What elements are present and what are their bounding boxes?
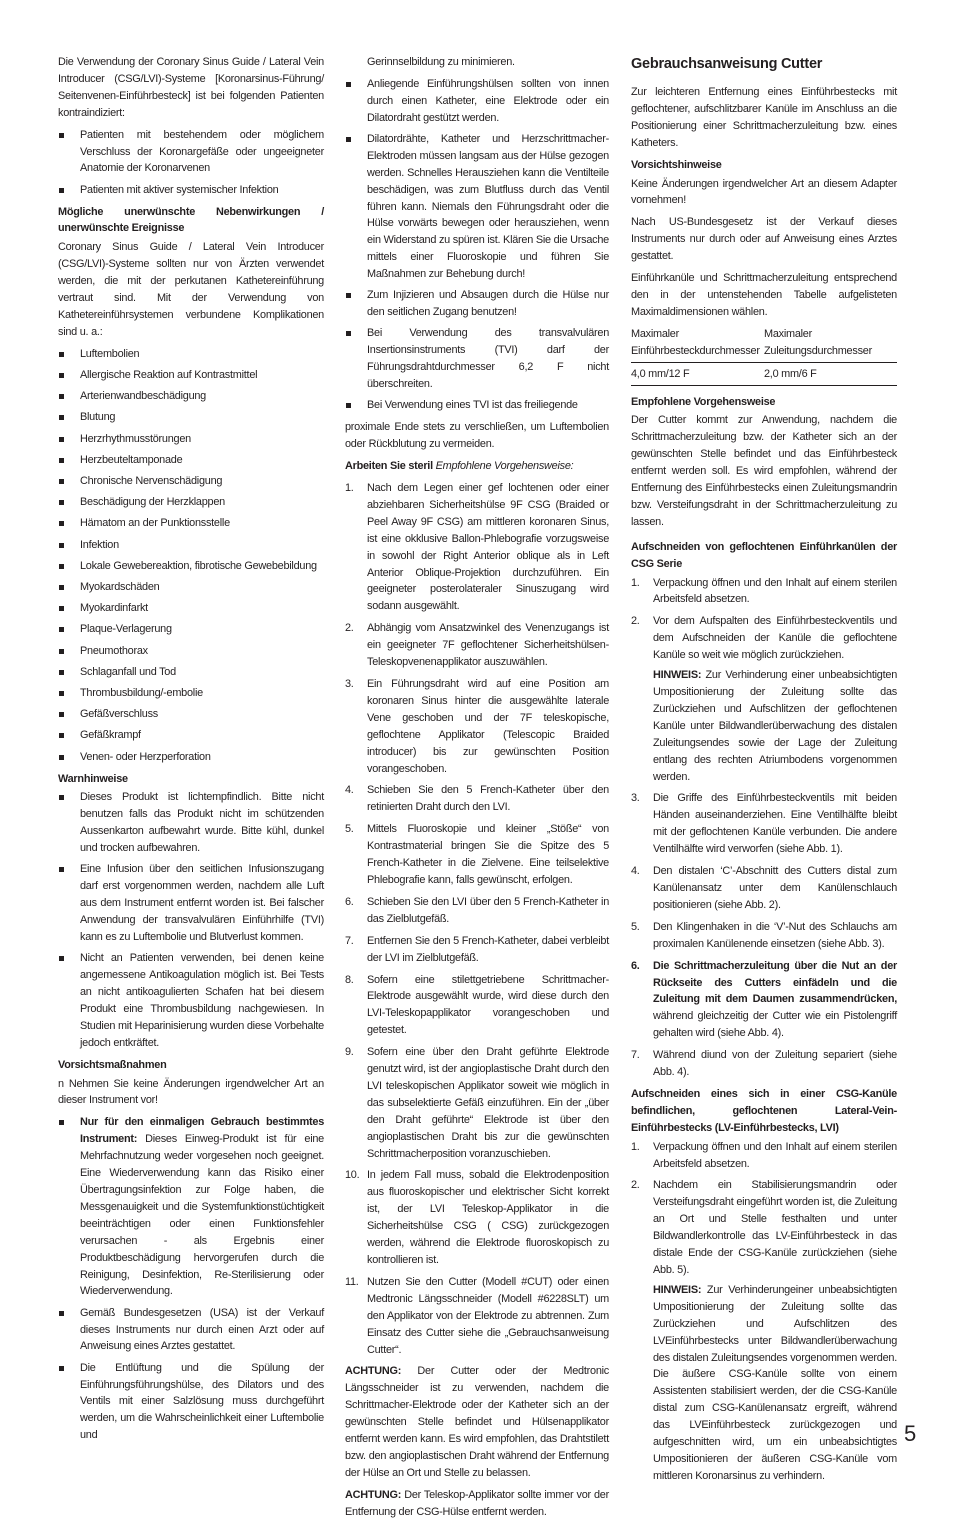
lvi-heading: Aufschneiden eines sich in einer CSG-Kanüle befindlichen, geflochtenen Lateral-Vein-Einführbestecks (LV-Einführbestecks, LVI) bbox=[631, 1087, 897, 1134]
step-text: Entfernen Sie den 5 French-Katheter, dabei verbleibt der LVI im Zielblutgefäß. bbox=[367, 934, 609, 964]
list-item: Dilatordrähte, Katheter und Herzschrittmacher-Elektroden müssen langsam aus der Hülse gezogen werden. Schnelles Herausziehen kann die Ventilteile beschädigen, was zum Blutfluss durch das Ventil führen kann. Niemals den Führungsdraht oder die Hülse vorwärts bewegen oder herausziehen, wenn ein Widerstand zu spüren ist. Klären Sie die Ursache mittels einer Fluoroskopie und führen Sie Maßnahmen zur Behebung durch! bbox=[345, 131, 609, 283]
list-item: Dieses Produkt ist lichtempfindlich. Bitte nicht benutzen falls das Produkt nicht im schützenden Aussenkarton aufbewahrt wurde. Bitte kühl, dunkel und trocken aufbewahren. bbox=[58, 789, 324, 857]
side-effects-intro: Coronary Sinus Guide / Lateral Vein Introducer (CSG/LVI)-Systeme sollten nur von Ärzten verwendet werden, die mit der perkutanen Kathetereinführung vertraut sind. Mit der Verwendung von Kathetereinführsystemen verbundene Komplikationen sind u. a.: bbox=[58, 241, 324, 338]
step-text: Die Griffe des Einführbesteckventils mit beiden Händen auseinanderziehen. Eine Ventilhälfte bleibt mit der geflochtenen Kanüle verbunden. Die andere Ventilhälfte wird verworfen (siehe Abb. 1). bbox=[653, 792, 897, 856]
procedure-step: 2. Vor dem Aufspalten des Einführbesteckventils und dem Aufschneiden der Kanüle die geflochtene Kanüle so weit wie möglich zurückziehen. HINWEIS: Zur Verhinderung einer unbeabsichtigten Umpositionierung der Zuleitung sollte das Zurückziehen und Aufschlitzen der geflochtenen Kanüle unter Bildwandlerüberwachung des distalen Zuleitungsendes sowie der Lage der Zuleitung entlang des rechten Atriumbodens vorgenommen werden. bbox=[631, 613, 897, 785]
table-cell: 2,0 mm/6 F bbox=[764, 362, 897, 385]
procedure-step: 1. Nach dem Legen einer gef lochtenen oder einer abziehbaren Sicherheitshülse 9F CSG (Braided or Peel Away 9F CSG) am mittleren koronaren Sinus, ist eine okklusive Ballon-Phlebografie vorzugsweise in sowohl der Right Anterior oblique als in Left Anterior Oblique-Projektion durchzuführen. Ein geeigneter posterolateraler Sinuszugang wird sodann ausgewählt. bbox=[345, 482, 609, 613]
list-item: Eine Infusion über den seitlichen Infusionszugang darf erst vorgenommen werden, nachdem alle Luft aus dem Instrument entfernt worden ist. Bei falscher Anwendung der transvalvulären Einführhilfe (TVI) kann es zu Luftembolie und Blutverlust kommen. bbox=[58, 861, 324, 946]
list-item: Gefäßverschluss bbox=[58, 706, 324, 723]
sterile-label: Arbeiten Sie steril bbox=[345, 460, 433, 473]
list-item: Patienten mit bestehendem oder möglichem Verschluss der Koronargefäße oder ungeeigneter Anatomie der Koronarvenen bbox=[58, 127, 324, 178]
note-label: HINWEIS: bbox=[653, 669, 702, 682]
step-text-bold: Die Schrittmacherzuleitung über die Nut an der Rückseite des Cutters einfädeln und die Zuleitung mit dem Daumen zusammendrücken, bbox=[653, 959, 897, 1006]
list-item: Die Entlüftung und die Spülung der Einführungsführungshülse, des Dilators und des Ventils mit einer Salzlösung muss durchgeführt werden, um die Wahrscheinlichkeit einer Luftembolie und bbox=[58, 1360, 324, 1445]
note-text: Zur Verhinderungeiner unbeabsichtigten Umpositionierung der Zuleitung sollte das Zurückziehen und Aufschlitzen des LVEinführbestecks unter Bildwandlerüberwachung des distalen Zuleitungsendes vorgenommen werden. Die äußere CSG-Kanüle sollte von einem Assistenten stabilisiert werden, der die CSG-Kanüle distal zum CSG-Kanülenansatz ergreift, während das LVEinführbesteck zurückgezogen und aufgeschnitten wird, um ein unbeabsichtigtes Umpositionieren der äußeren CSG-Kanüle vom mittleren Koronarsinus zu verhindern. bbox=[653, 1283, 897, 1482]
contraindication-intro: Die Verwendung der Coronary Sinus Guide / Lateral Vein Introducer (CSG/LVI)-Systeme [Koronarsinus-Führung/ Seitenvenen-Einführbesteck] ist bei folgenden Patienten kontraindiziert: bbox=[58, 56, 324, 119]
step-text: Nachdem ein Stabilisierungsmandrin oder Versteifungsdraht eingeführt worden ist, die Zuleitung an Ort und Stelle festhalten und unter Bildwandlerkontrolle das LV-Einführbesteck in das distale Ende der CSG-Kanüle zurückziehen (siehe Abb. 5). bbox=[653, 1179, 897, 1276]
side-effects-heading: Mögliche unerwünschte Nebenwirkungen / unerwünschte Ereignisse bbox=[58, 205, 324, 235]
list-item: Infektion bbox=[58, 537, 324, 554]
warnings-heading: Warnhinweise bbox=[58, 772, 128, 785]
section-title: Gebrauchsanweisung Cutter bbox=[631, 56, 823, 72]
list-item: Luftembolien bbox=[58, 346, 324, 363]
contraindication-list bbox=[58, 127, 324, 199]
list-item: Herzbeuteltamponade bbox=[58, 452, 324, 469]
procedure-step: 11. Nutzen Sie den Cutter (Modell #CUT) oder einen Medtronic Längsschneider (Modell #6228SLT) um den Applikator von der Elektrode zu abtrennen. Zum Einsatz des Cutter siehe die „Gebrauchsanweisung Cutter“. bbox=[345, 1275, 609, 1356]
list-item: Lokale Gewebereaktion, fibrotische Gewebebildung bbox=[58, 558, 324, 575]
list-item: Pneumothorax bbox=[58, 643, 324, 660]
list-item: Gefäßkrampf bbox=[58, 727, 324, 744]
step-text: Schieben Sie den 5 French-Katheter über den retinierten Draht durch den LVI. bbox=[367, 784, 609, 814]
step-text: Verpackung öffnen und den Inhalt auf einem sterilen Arbeitsfeld absetzen. bbox=[653, 576, 897, 606]
list-item: Arterienwandbeschädigung bbox=[58, 388, 324, 405]
list-item: Plaque-Verlagerung bbox=[58, 621, 324, 638]
header-line: Einführbesteckdurchmesser bbox=[631, 344, 760, 357]
list-item: Anliegende Einführungshülsen sollten von innen durch einen Katheter, eine Elektrode oder ein Dilatordraht gestützt werden. bbox=[345, 76, 609, 127]
precautions-list bbox=[58, 1114, 324, 1444]
list-item: Hämatom an der Punktionsstelle bbox=[58, 515, 324, 532]
procedure-step: 8. Sofern eine stilettgetriebene Schrittmacher- Elektrode ausgewählt wurde, wird diese durch den LVI-Teleskopapplikator vorangeschoben und getestet. bbox=[345, 973, 609, 1037]
precaution-notes-heading: Vorsichtshinweise bbox=[631, 158, 722, 171]
header-line: Maximaler bbox=[764, 327, 812, 340]
csg-steps bbox=[631, 575, 897, 1081]
proximal-end-paragraph: proximale Ende stets zu verschließen, um Luftembolien oder Rückblutung zu vermeiden. bbox=[345, 421, 609, 451]
procedure-step: 2. Nachdem ein Stabilisierungsmandrin oder Versteifungsdraht eingeführt worden ist, die Zuleitung an Ort und Stelle festhalten und unter Bildwandlerkontrolle das LV-Einführbesteck in das distale Ende der CSG-Kanüle zurückziehen (siehe Abb. 5). HINWEIS: Zur Verhinderungeiner unbeabsichtigten Umpositionierung der Zuleitung sollte das Zurückziehen und Aufschlitzen des LVEinführbestecks unter Bildwandlerüberwachung des distalen Zuleitungsendes vorgenommen werden. Die äußere CSG-Kanüle sollte von einem Assistenten stabilisiert werden, der die CSG-Kanüle distal zum CSG-Kanülenansatz ergreift, während das LVEinführbesteck zurückgezogen und aufgeschnitten wird, um ein unbeabsichtigtes Umpositionieren der äußeren CSG-Kanüle vom mittleren Koronarsinus zu verhindern. bbox=[631, 1177, 897, 1484]
table-header-cell bbox=[631, 326, 764, 362]
lvi-steps bbox=[631, 1139, 897, 1485]
list-item: Bei Verwendung eines TVI ist das freiliegende bbox=[345, 397, 609, 414]
list-item: Myokardschäden bbox=[58, 579, 324, 596]
list-item: Venen- oder Herzperforation bbox=[58, 749, 324, 766]
csg-heading: Aufschneiden von geflochtenen Einführkanülen der CSG Serie bbox=[631, 540, 897, 570]
procedure-step: 10. In jedem Fall muss, sobald die Elektrodenposition aus fluoroskopischer und elektrischer Sicht korrekt ist, der LVI Teleskop-Applikator in die Sicherheitshülse CSG ( CSG) zurückgezogen werden, während die Elektrode fluoroskopisch zu kontrollieren ist. bbox=[345, 1169, 609, 1266]
procedure-step: 6. Die Schrittmacherzuleitung über die Nut an der Rückseite des Cutters einfädeln und die Zuleitung mit dem Daumen zusammendrücken, während gleichzeitig der Cutter wie ein Pistolengriff gehalten wird (siehe Abb. 4). bbox=[631, 959, 897, 1040]
step-text: Ein Führungsdraht wird auf eine Position am koronaren Sinus hinter die ausgewählte laterale Vene geschoben und der 7F teleskopische, geflochtene Applikator (Telescopic Braided introducer) bis zur gewünschten Position vorangeschoben. bbox=[367, 678, 609, 775]
table-row bbox=[631, 362, 897, 385]
procedure-step: 7. Entfernen Sie den 5 French-Katheter, dabei verbleibt der LVI im Zielblutgefäß. bbox=[345, 934, 609, 964]
max-dimensions-table bbox=[631, 326, 897, 386]
step-text: Sofern eine über den Draht geführte Elektrode genutzt wird, ist der angioplastische Draht durch den LVI teleskopischen Applikator soweit wie möglich in das subselektierte Gefäß einzuführen. Ein der „über den Draht geführte“ Elektrode ist über den angioplastischen Draht bis zur die gewünschten Schrittmacherposition voranzuschieben. bbox=[367, 1046, 609, 1160]
procedure-step: 4. Schieben Sie den 5 French-Katheter über den retinierten Draht durch den LVI. bbox=[345, 784, 609, 814]
step-text: Nach dem Legen einer gef lochtenen oder einer abziehbaren Sicherheitshülse 9F CSG (Braided or Peel Away 9F CSG) am mittleren koronaren Sinus, ist eine okklusive Ballon-Phlebografie vorzugsweise in sowohl der Right Anterior oblique als in Left Anterior Oblique-Projektion durchzuführen. Ein geeigneter posterolateraler Sinuszugang wird sodann ausgewählt. bbox=[367, 482, 609, 613]
sterile-heading bbox=[345, 458, 609, 475]
precautions-intro: n Nehmen Sie keine Änderungen irgendwelcher Art an dieser Instrument vor! bbox=[58, 1077, 324, 1107]
warnings-list bbox=[58, 789, 324, 1051]
step-text: Verpackung öffnen und den Inhalt auf einem sterilen Arbeitsfeld absetzen. bbox=[653, 1140, 897, 1170]
step-text: Schieben Sie den LVI über den 5 French-Katheter in das Zielblutgefäß. bbox=[367, 895, 609, 925]
procedure-step: 9. Sofern eine über den Draht geführte Elektrode genutzt wird, ist der angioplastische Draht durch den LVI teleskopischen Applikator soweit wie möglich in das subselektierte Gefäß einzuführen. Ein der „über den Draht geführte“ Elektrode ist über den angioplastischen Draht bis zur die gewünschten Schrittmacherposition voranzuschieben. bbox=[345, 1046, 609, 1160]
list-item: Allergische Reaktion auf Kontrastmittel bbox=[58, 367, 324, 384]
list-item: Chronische Nervenschädigung bbox=[58, 473, 324, 490]
list-item bbox=[58, 1114, 324, 1300]
side-effects-list bbox=[58, 346, 324, 766]
procedure-step: 7. Während diund von der Zuleitung separiert (siehe Abb. 4). bbox=[631, 1049, 897, 1079]
procedure-step: 2. Abhängig vom Ansatzwinkel des Venenzugangs ist ein geeigneter 7F geflochtener Sicherheitshülsen-Teleskopvenenapplikator auszuwählen. bbox=[345, 622, 609, 669]
procedure-step: 4. Den distalen ‘C’-Abschnitt des Cutters distal zum Kanülenansatz unter dem Kanülenschlauch positionieren (siehe Abb. 2). bbox=[631, 865, 897, 911]
recommended-procedure-text: Der Cutter kommt zur Anwendung, nachdem die Schrittmacherzuleitung bzw. der Katheter sich an der gewünschten Stelle befindet und das Einführbesteck entfernt werden soll. Es wird empfohlen, während der Entfernung des Einführbestecks einen Zuleitungsmandrin bzw. Versteifungsdraht in der Schrittmacherzuleitung zu lassen. bbox=[631, 414, 897, 528]
note-label: HINWEIS: bbox=[653, 1283, 702, 1296]
step-text: Während diund von der Zuleitung separiert (siehe Abb. 4). bbox=[653, 1049, 897, 1079]
caution-label: ACHTUNG: bbox=[345, 1488, 402, 1501]
precaution-note: Keine Änderungen irgendwelcher Art an diesem Adapter vornehmen! bbox=[631, 177, 897, 207]
procedure-step: 3. Die Griffe des Einführbesteckventils mit beiden Händen auseinanderziehen. Eine Ventilhälfte bleibt mit der geflochtenen Kanüle verbunden. Die andere Ventilhälfte wird verworfen (siehe Abb. 1). bbox=[631, 792, 897, 856]
note-paragraph bbox=[653, 667, 897, 785]
list-item: Blutung bbox=[58, 409, 324, 426]
single-use-text: Dieses Einweg-Produkt ist für eine Mehrfachnutzung weder vorgesehen noch geeignet. Eine Wiederverwendung kann das Risiko einer Übertragungsinfektion zur Folge haben, die Messgenauigkeit und die Systemfunktionstüchtigkeit beeinträchtigen oder einen Funktionsfehler verursachen - als Ergebnis einer Produktbeschädigung hervorgerufen durch die Reinigung, Desinfektion, Re-Sterilisierung oder Wiederverwendung. bbox=[80, 1133, 324, 1298]
step-text: Abhängig vom Ansatzwinkel des Venenzugangs ist ein geeigneter 7F geflochtener Sicherheitshülsen-Teleskopvenenapplikator auszuwählen. bbox=[367, 622, 609, 669]
step-text: In jedem Fall muss, sobald die Elektrodenposition aus fluoroskopischer und elektrischer Sicht korrekt ist, der LVI Teleskop-Applikator in die Sicherheitshülse CSG ( CSG) zurückgezogen werden, während die Elektrode fluoroskopisch zu kontrollieren ist. bbox=[367, 1169, 609, 1266]
caution-label: ACHTUNG: bbox=[345, 1365, 402, 1378]
list-item: Bei Verwendung des transvalvulären Insertionsinstruments (TVI) darf der Führungsdrahtdurchmesser 6,2 F nicht überschreiten. bbox=[345, 325, 609, 393]
procedure-step: 3. Ein Führungsdraht wird auf eine Position am koronaren Sinus hinter die ausgewählte laterale Vene geschoben und der 7F teleskopische, geflochtene Applikator (Telescopic Braided introducer) bis zur gewünschten Position vorangeschoben. bbox=[345, 678, 609, 775]
list-item: Herzrhythmusstörungen bbox=[58, 431, 324, 448]
list-item: Zum Injizieren und Absaugen durch die Hülse nur den seitlichen Zugang benutzen! bbox=[345, 287, 609, 321]
list-item: Patienten mit aktiver systemischer Infektion bbox=[58, 182, 324, 199]
note-paragraph bbox=[653, 1282, 897, 1485]
step-text: Vor dem Aufspalten des Einführbesteckventils und dem Aufschneiden der Kanüle die geflochtene Kanüle so weit wie möglich zurückziehen. bbox=[653, 615, 897, 662]
step-text: Nutzen Sie den Cutter (Modell #CUT) oder einen Medtronic Längsschneider (Modell #6228SLT) um den Applikator von der Elektrode zu abtrennen. Zum Einsatz des Cutter siehe die „Gebrauchsanweisung Cutter“. bbox=[367, 1275, 609, 1356]
procedure-step: 5. Mittels Fluoroskopie und kleiner „Stöße“ von Kontrastmaterial bringen Sie die Spitze des 5 French-Katheter in die Zielvene. Eine teilselektive Phlebografie kann, falls gewünscht, erfolgen. bbox=[345, 823, 609, 886]
caution-paragraph bbox=[345, 1487, 609, 1521]
procedure-step: 1. Verpackung öffnen und den Inhalt auf einem sterilen Arbeitsfeld absetzen. bbox=[631, 1140, 897, 1170]
caution-paragraph bbox=[345, 1363, 609, 1481]
continued-text: Gerinnselbildung zu minimieren. bbox=[367, 56, 515, 68]
list-item: Nicht an Patienten verwenden, bei denen keine angemessene Antikoagulation möglich ist. Bei Tests an nicht antikoagulierten Schafen hat bei diesem Produkt eine Thrombusbildung nachgewiesen. In Studien mit Heparinisierung wurden diese Vorbehalte jedoch entkräftet. bbox=[58, 950, 324, 1051]
caution-text: Der Cutter oder der Medtronic Längsschneider ist zu verwenden, nachdem die Schrittmacher-Elektrode oder der Katheter sich an der gewünschten Stelle befindet und Hülsenapplikator entfernt werden kann. Es wird empfohlen, das Drahtstilett bzw. den angioplastischen Draht während der Entfernung der Hülse an Ort und Stelle zu belassen. bbox=[345, 1365, 609, 1479]
column-3 bbox=[631, 54, 897, 1490]
list-item: Schlaganfall und Tod bbox=[58, 664, 324, 681]
recommended-procedure-label: Empfohlene Vorgehensweise: bbox=[435, 460, 574, 473]
table-header-row bbox=[631, 326, 897, 362]
list-item: Thrombusbildung/-embolie bbox=[58, 685, 324, 702]
recommended-procedure-heading: Empfohlene Vorgehensweise bbox=[631, 395, 776, 408]
step-text: Den distalen ‘C’-Abschnitt des Cutters distal zum Kanülenansatz unter dem Kanülenschlauch positionieren (siehe Abb. 2). bbox=[653, 865, 897, 911]
procedure-steps bbox=[345, 480, 609, 1358]
step-text: während gleichzeitig der Cutter wie ein Pistolengriff gehalten wird (siehe Abb. 4). bbox=[653, 1010, 897, 1040]
caution-text: Der Teleskop-Applikator sollte immer vor der Entfernung der CSG-Hülse entfernt werden. bbox=[345, 1488, 609, 1518]
column-2 bbox=[345, 54, 609, 1526]
precaution-note: Nach US-Bundesgesetz ist der Verkauf dieses Instruments nur durch oder auf Anweisung eines Arztes gestattet. bbox=[631, 216, 897, 263]
single-use-label: Nur für den einmaligen Gebrauch bestimmtes Instrument: bbox=[80, 1116, 324, 1146]
precaution-note: Einführkanüle und Schrittmacherzuleitung entsprechend den in der untenstehenden Tabelle aufgelisteten Maximaldimensionen wählen. bbox=[631, 272, 897, 318]
table-cell: 4,0 mm/12 F bbox=[631, 362, 764, 385]
header-line: Zuleitungsdurchmesser bbox=[764, 344, 872, 357]
note-text: Zur Verhinderung einer unbeabsichtigten Umpositionierung der Zuleitung sollte das Zurückziehen und Aufschlitzen der geflochtenen Kanüle unter Bildwandlerüberwachung des distalen Zuleitungsendes sowie der Lage der Zuleitung entlang des rechten Atriumbodens vorgenommen werden. bbox=[653, 669, 897, 783]
procedure-step: 6. Schieben Sie den LVI über den 5 French-Katheter in das Zielblutgefäß. bbox=[345, 895, 609, 925]
cutter-intro: Zur leichteren Entfernung eines Einführbestecks mit geflochtener, aufschlitzbarer Kanüle im Anschluss an die Positionierung einer Schrittmacherzuleitung bzw. eines Katheters. bbox=[631, 86, 897, 149]
column-1 bbox=[58, 54, 324, 1449]
list-item: Myokardinfarkt bbox=[58, 600, 324, 617]
step-text: Den Klingenhaken in die ‘V’-Nut des Schlauchs am proximalen Kanülenende einsetzen (siehe Abb. 3). bbox=[653, 920, 897, 950]
precautions-heading: Vorsichtsmaßnahmen bbox=[58, 1058, 167, 1071]
list-item: Gemäß Bundesgesetzen (USA) ist der Verkauf dieses Instruments nur durch einen Arzt oder auf Anweisung eines Arztes gestattet. bbox=[58, 1305, 324, 1356]
procedure-step: 1. Verpackung öffnen und den Inhalt auf einem sterilen Arbeitsfeld absetzen. bbox=[631, 576, 897, 606]
procedure-step: 5. Den Klingenhaken in die ‘V’-Nut des Schlauchs am proximalen Kanülenende einsetzen (siehe Abb. 3). bbox=[631, 920, 897, 950]
step-text: Sofern eine stilettgetriebene Schrittmacher- Elektrode ausgewählt wurde, wird diese durch den LVI-Teleskopapplikator vorangeschoben und getestet. bbox=[367, 973, 609, 1037]
list-item: Beschädigung der Herzklappen bbox=[58, 494, 324, 511]
step-text: Mittels Fluoroskopie und kleiner „Stöße“ von Kontrastmaterial bringen Sie die Spitze des 5 French-Katheter in die Zielvene. Eine teilselektive Phlebografie kann, falls gewünscht, erfolgen. bbox=[367, 823, 609, 886]
precautions-list-continued bbox=[345, 76, 609, 414]
page-number: 5 bbox=[904, 1421, 917, 1446]
table-header-cell bbox=[764, 326, 897, 362]
header-line: Maximaler bbox=[631, 327, 679, 340]
